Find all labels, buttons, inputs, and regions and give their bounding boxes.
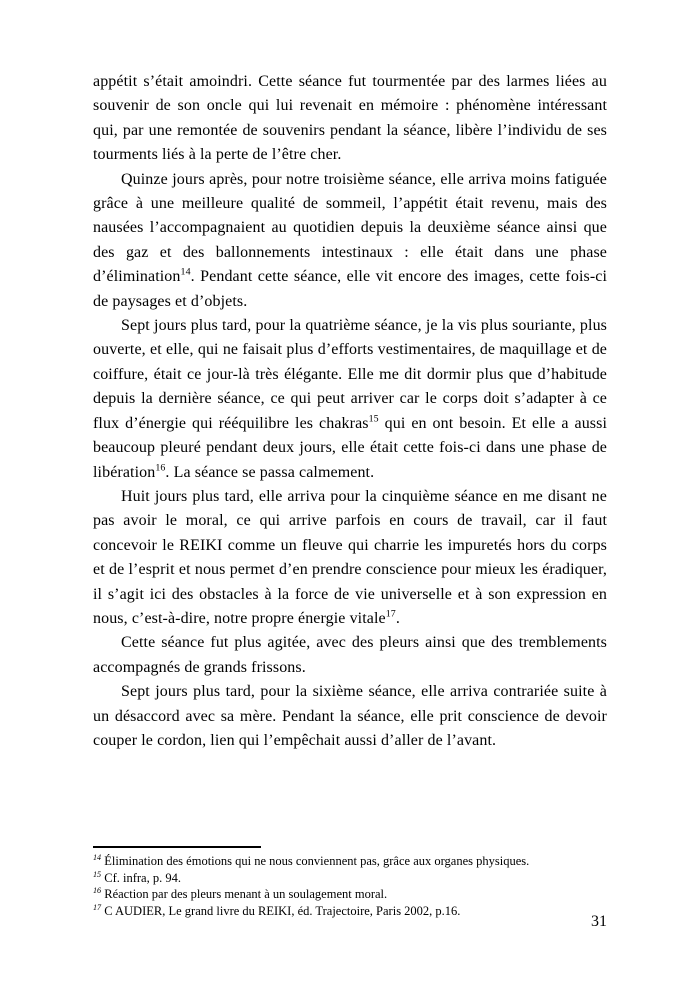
footnote-marker: 15: [93, 869, 102, 879]
footnote-ref: 17: [385, 608, 396, 620]
footnote-marker: 17: [93, 902, 102, 912]
page-number: 31: [591, 913, 607, 930]
footnote-ref: 15: [368, 413, 379, 425]
paragraph: Sept jours plus tard, pour la quatrième séance, je la vis plus souriante, plus ouverte, et elle, qui ne faisait plus d’efforts vestimentaires, de maquillage et de coiffure, était ce jour-là très élégante. Elle me dit dormir plus que d’habitude depuis la dernière séance, ce qui peut arriver car le corps doit s’adapter à ce flux d’énergie qui rééquilibre les chakras$^{15}$ qui en ont besoin. Et elle a aussi beaucoup pleuré pendant deux jours, elle était cette fois-ci dans une phase de libération$^{16}$. La séance se passa calmement.: [93, 317, 608, 481]
paragraph: appétit s’était amoindri. Cette séance fut tourmentée par des larmes liées au souvenir de son oncle qui lui revenait en mémoire : phénomène intéressant qui, par une remontée de souvenirs pendant la séance, libère l’individu de ses tourments liés à la perte de l’être cher.: [93, 73, 607, 164]
footnote: $^{17}$ C AUDIER, Le grand livre du REIKI, éd. Trajectoire, Paris 2002, p.16.: [93, 902, 461, 918]
paragraph: Cette séance fut plus agitée, avec des pleurs ainsi que des tremblements accompagnés de grands frissons.: [93, 634, 607, 676]
footnote-marker: 14: [93, 852, 102, 862]
footnote: $^{14}$ Élimination des émotions qui ne nous conviennent pas, grâce aux organes physiques.: [93, 852, 530, 868]
footnote-ref: 14: [180, 266, 191, 278]
footnote-ref: 16: [155, 462, 166, 474]
footnote-marker: 16: [93, 885, 102, 895]
footnotes: [93, 853, 607, 919]
footnote: $^{15}$ Cf. infra, p. 94.: [93, 869, 181, 885]
paragraph: Quinze jours après, pour notre troisième séance, elle arriva moins fatiguée grâce à une meilleure qualité de sommeil, l’appétit était revenu, mais des nausées l’accompagnaient au quotidien depuis la deuxième séance ainsi que des gaz et des ballonnements intestinaux : elle était dans une phase d’élimination$^{14}$. Pendant cette séance, elle vit encore des images, cette fois-ci de paysages et d’objets.: [93, 170, 607, 310]
paragraph: Sept jours plus tard, pour la sixième séance, elle arriva contrariée suite à un désaccord avec sa mère. Pendant la séance, elle prit conscience de devoir couper le cordon, lien qui l’empêchait aussi d’aller de l’avant.: [93, 683, 607, 749]
footnote-separator: [93, 846, 261, 848]
body-text: [93, 70, 607, 753]
paragraph: Huit jours plus tard, elle arriva pour la cinquième séance en me disant ne pas avoir le moral, ce qui arrive parfois en cours de travail, car il faut concevoir le REIKI comme un fleuve qui charrie les impuretés hors du corps et de l’esprit et nous permet d’en prendre conscience pour mieux les éradiquer, il s’agit ici des obstacles à la force de vie universelle et à son expression en nous, c’est-à-dire, notre propre énergie vitale$^{17}$.: [93, 487, 607, 627]
footnote: $^{16}$ Réaction par des pleurs menant à un soulagement moral.: [93, 885, 388, 901]
